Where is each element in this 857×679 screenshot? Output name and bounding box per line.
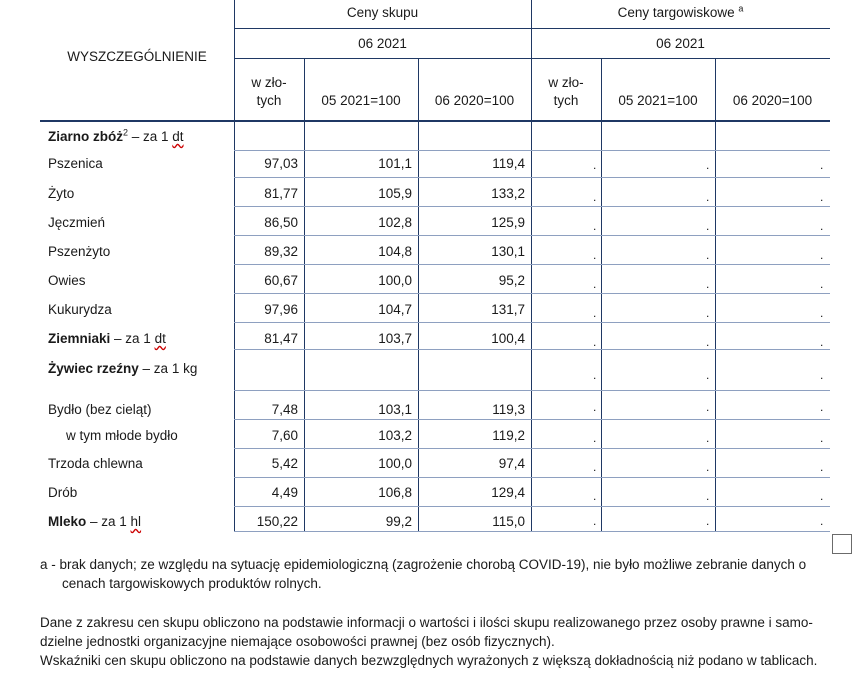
cell-index-year: 115,0	[492, 514, 525, 529]
cell-index-month: 105,9	[378, 186, 412, 201]
missing-data-dot: .	[820, 248, 824, 262]
row-label-name: Trzoda chlewna	[48, 456, 143, 471]
row-label	[48, 513, 141, 531]
header-col-year-right: 06 2020=100	[732, 93, 813, 108]
col-divider	[601, 58, 602, 531]
missing-data-dot: .	[593, 190, 597, 204]
missing-data-dot: .	[706, 400, 710, 414]
missing-data-dot: .	[820, 400, 824, 414]
cell-value-zl: 5,42	[271, 456, 298, 471]
cell-index-month: 103,2	[378, 428, 412, 443]
row-unit: dt	[154, 331, 166, 346]
cell-value-zl: 86,50	[264, 215, 298, 230]
row-divider	[234, 150, 830, 151]
row-divider	[234, 448, 830, 449]
cell-index-month: 101,1	[378, 156, 412, 171]
header-ceny-skupu: Ceny skupu	[346, 5, 419, 20]
row-label-name: Ziarno zbóż	[48, 129, 123, 144]
row-label	[66, 427, 178, 445]
missing-data-dot: .	[706, 306, 710, 320]
header-col-zl-2: tych	[256, 93, 282, 108]
cell-value-zl: 7,60	[271, 428, 298, 443]
missing-data-dot: .	[820, 368, 824, 382]
row-label	[48, 243, 110, 261]
cell-index-year: 133,2	[491, 186, 525, 201]
cell-value-zl: 150,22	[256, 514, 298, 529]
row-divider	[234, 322, 830, 323]
note-line-3: Wskaźniki cen skupu obliczono na podstawie danych bezwzględnych wyrażonych z większą dokładnością niż podano w tablicach.	[40, 653, 818, 668]
row-label-name: Ziemniaki	[48, 331, 111, 346]
cell-index-year: 119,2	[492, 428, 525, 443]
cell-index-month: 104,8	[378, 244, 412, 259]
header-ceny-targowiskowe: Ceny targowiskowe $^a$	[617, 3, 744, 20]
missing-data-dot: .	[820, 489, 824, 503]
cell-index-month: 99,2	[385, 514, 412, 529]
cell-value-zl: 81,47	[264, 331, 298, 346]
header-col-month-right: 05 2021=100	[618, 93, 698, 108]
row-divider	[234, 235, 830, 236]
row-unit-prefix: – za 1	[86, 514, 131, 529]
missing-data-dot: .	[593, 514, 597, 528]
cell-index-year: 125,9	[491, 215, 525, 230]
cell-index-year: 131,7	[491, 302, 525, 317]
missing-data-dot: .	[706, 489, 710, 503]
cell-index-year: 95,2	[498, 273, 525, 288]
row-divider	[234, 531, 830, 532]
cell-index-month: 103,7	[378, 331, 412, 346]
row-label	[48, 155, 103, 173]
row-label-name: Żyto	[48, 186, 75, 201]
footnote-a-continuation: cenach targowiskowych produktów rolnych.	[62, 576, 322, 591]
row-divider	[234, 177, 830, 178]
missing-data-dot: .	[593, 158, 597, 172]
header-spec: WYSZCZEGÓLNIENIE	[67, 49, 207, 64]
row-label-name: Kukurydza	[48, 302, 112, 317]
missing-data-dot: .	[820, 335, 824, 349]
missing-data-dot: .	[593, 335, 597, 349]
cell-index-year: 129,4	[491, 485, 525, 500]
missing-data-dot: .	[706, 158, 710, 172]
missing-data-dot: .	[706, 190, 710, 204]
header-period-left: 06 2021	[358, 36, 407, 51]
row-label-name: Owies	[48, 273, 86, 288]
header-line	[234, 28, 830, 29]
row-label	[48, 301, 112, 319]
col-divider	[715, 58, 716, 531]
row-label	[48, 484, 77, 502]
note-line-2: dzielne jednostki organizacyjne niemające osobowości prawnej (bez osób fizycznych).	[40, 634, 555, 649]
row-divider	[234, 419, 830, 420]
row-divider	[234, 293, 830, 294]
header-col-year: 06 2020=100	[434, 93, 515, 108]
row-label	[48, 272, 86, 290]
row-label	[48, 401, 152, 419]
cell-value-zl: 81,77	[264, 186, 298, 201]
row-label-name: Jęczmień	[48, 215, 106, 230]
missing-data-dot: .	[593, 460, 597, 474]
header-line	[234, 58, 830, 59]
missing-data-dot: .	[706, 368, 710, 382]
missing-data-dot: .	[706, 219, 710, 233]
row-divider	[234, 477, 830, 478]
cell-value-zl: 4,49	[271, 485, 298, 500]
missing-data-dot: .	[820, 460, 824, 474]
row-label-name: Żywiec rzeźny	[48, 361, 139, 376]
missing-data-dot: .	[820, 277, 824, 291]
row-divider	[234, 349, 830, 350]
cell-index-year: 100,4	[491, 331, 525, 346]
missing-data-dot: .	[706, 277, 710, 291]
missing-data-dot: .	[820, 219, 824, 233]
cell-value-zl: 89,32	[264, 244, 298, 259]
cell-index-month: 104,7	[378, 302, 412, 317]
cell-index-month: 100,0	[378, 456, 412, 471]
row-label-name: Bydło (bez cieląt)	[48, 402, 152, 417]
row-label-name: Pszenica	[48, 156, 103, 171]
missing-data-dot: .	[820, 431, 824, 445]
missing-data-dot: .	[593, 400, 597, 414]
note-line-1: Dane z zakresu cen skupu obliczono na podstawie informacji o wartości i ilości skupu realizowanego przez osoby prawne i samo-	[40, 615, 813, 630]
missing-data-dot: .	[706, 431, 710, 445]
checkbox[interactable]	[832, 534, 852, 554]
cell-index-month: 102,8	[378, 215, 412, 230]
missing-data-dot: .	[706, 514, 710, 528]
header-col-zl-2-right: tych	[553, 93, 579, 108]
missing-data-dot: .	[820, 190, 824, 204]
cell-index-month: 100,0	[378, 273, 412, 288]
missing-data-dot: .	[593, 248, 597, 262]
row-unit-prefix: – za 1	[110, 331, 155, 346]
missing-data-dot: .	[593, 306, 597, 320]
row-unit: dt	[172, 129, 184, 144]
missing-data-dot: .	[593, 431, 597, 445]
cell-index-month: 103,1	[378, 402, 412, 417]
missing-data-dot: .	[593, 219, 597, 233]
row-unit: hl	[130, 514, 142, 529]
row-label	[48, 214, 105, 232]
row-label	[48, 455, 143, 473]
cell-index-month: 106,8	[378, 485, 412, 500]
cell-index-year: 130,1	[491, 244, 525, 259]
missing-data-dot: .	[706, 460, 710, 474]
missing-data-dot: .	[820, 514, 824, 528]
row-divider	[234, 264, 830, 265]
row-unit-prefix: – za 1	[128, 129, 173, 144]
row-label	[48, 185, 74, 203]
row-divider	[234, 390, 830, 391]
missing-data-dot: .	[706, 248, 710, 262]
header-bottom-rule	[40, 120, 830, 122]
header-col-month: 05 2021=100	[321, 93, 401, 108]
footnote-a-text: a - brak danych; ze względu na sytuację epidemiologiczną (zagrożenie chorobą COVID-19), nie było możliwe zebranie danych o	[40, 557, 807, 572]
cell-index-year: 97,4	[498, 456, 525, 471]
row-label	[48, 128, 184, 146]
notes-paragraph	[40, 613, 840, 670]
header-period-right: 06 2021	[656, 36, 705, 51]
missing-data-dot: .	[820, 306, 824, 320]
cell-value-zl: 97,96	[264, 302, 298, 317]
footnote-a	[40, 555, 840, 593]
missing-data-dot: .	[593, 277, 597, 291]
missing-data-dot: .	[593, 368, 597, 382]
header-col-zl-1: w zło-	[251, 75, 287, 90]
cell-index-year: 119,4	[492, 156, 525, 171]
cell-value-zl: 60,67	[264, 273, 298, 288]
row-divider	[234, 206, 830, 207]
row-label-sup: 2	[123, 127, 129, 138]
row-label	[48, 330, 166, 348]
row-label-name: Pszenżyto	[48, 244, 111, 259]
row-label-name: Mleko	[48, 514, 87, 529]
row-unit-prefix: – za 1 kg	[138, 361, 198, 376]
cell-index-year: 119,3	[492, 402, 525, 417]
missing-data-dot: .	[820, 158, 824, 172]
row-label-name: Drób	[48, 485, 78, 500]
missing-data-dot: .	[706, 335, 710, 349]
header-col-zl-1-right: w zło-	[548, 75, 584, 90]
cell-value-zl: 97,03	[264, 156, 298, 171]
cell-value-zl: 7,48	[271, 402, 298, 417]
row-divider	[234, 506, 830, 507]
row-label-name: w tym młode bydło	[66, 428, 178, 443]
row-label	[48, 360, 197, 378]
missing-data-dot: .	[593, 489, 597, 503]
